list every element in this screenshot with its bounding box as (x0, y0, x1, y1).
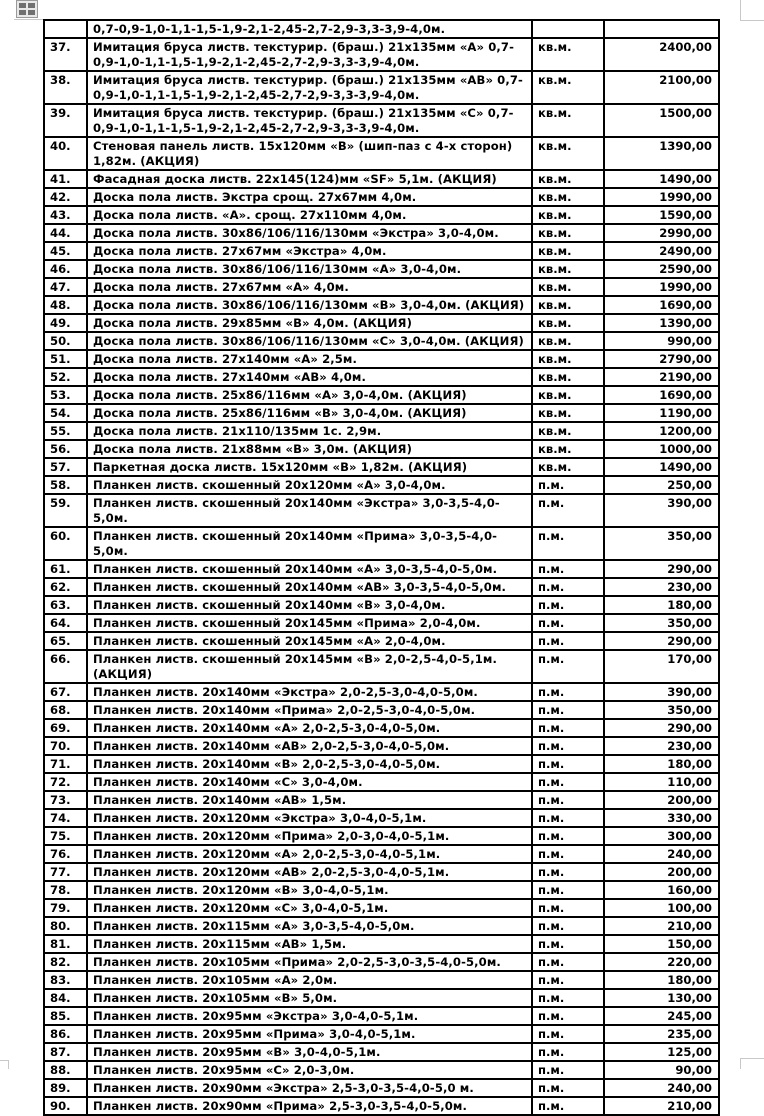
table-row (44, 260, 719, 278)
unit-of-measure: кв.м. (532, 206, 604, 224)
price-value: 130,00 (604, 989, 719, 1007)
product-name: Планкен листв. 20х120мм «А» 2,0-2,5-3,0-4,0-5,1м. (87, 845, 532, 863)
row-number: 67. (44, 683, 87, 701)
unit-of-measure: кв.м. (532, 104, 604, 137)
row-number: 55. (44, 422, 87, 440)
product-name: 0,7-0,9-1,0-1,1-1,5-1,9-2,1-2,45-2,7-2,9-3,3-3,9-4,0м. (87, 20, 532, 38)
product-name: Планкен листв. скошенный 20х140мм «В» 3,0-4,0м. (87, 596, 532, 614)
row-number: 80. (44, 917, 87, 935)
table-row (44, 458, 719, 476)
unit-of-measure: кв.м. (532, 404, 604, 422)
product-name: Планкен листв. 20х120мм «АВ» 2,0-2,5-3,0-4,0-5,1м. (87, 863, 532, 881)
product-name: Планкен листв. 20х115мм «А» 3,0-3,5-4,0-5,0м. (87, 917, 532, 935)
row-number: 72. (44, 773, 87, 791)
grid-cell (19, 3, 26, 8)
unit-of-measure: п.м. (532, 650, 604, 683)
row-number: 82. (44, 953, 87, 971)
product-name: Планкен листв. 20х140мм «А» 2,0-2,5-3,0-4,0-5,0м. (87, 719, 532, 737)
product-name: Планкен листв. скошенный 20х140мм «А» 3,0-3,5-4,0-5,0м. (87, 560, 532, 578)
row-number: 56. (44, 440, 87, 458)
product-name: Планкен листв. 20х95мм «С» 2,0-3,0м. (87, 1061, 532, 1079)
product-name: Планкен листв. 20х120мм «Прима» 2,0-3,0-4,0-5,1м. (87, 827, 532, 845)
price-value: 290,00 (604, 632, 719, 650)
price-value: 1990,00 (604, 278, 719, 296)
product-name: Планкен листв. 20х120мм «С» 3,0-4,0-5,1м. (87, 899, 532, 917)
unit-of-measure: п.м. (532, 596, 604, 614)
table-row (44, 206, 719, 224)
price-value: 235,00 (604, 1025, 719, 1043)
product-name: Планкен листв. 20х95мм «В» 3,0-4,0-5,1м. (87, 1043, 532, 1061)
table-row (44, 827, 719, 845)
table-row (44, 1007, 719, 1025)
table-row (44, 170, 719, 188)
price-value: 1690,00 (604, 296, 719, 314)
table-row (44, 224, 719, 242)
row-number: 90. (44, 1097, 87, 1115)
unit-of-measure: кв.м. (532, 386, 604, 404)
page-corner-marker (0, 1060, 9, 1069)
row-number: 54. (44, 404, 87, 422)
table-row (44, 683, 719, 701)
product-name: Доска пола листв. 30х86/106/116/130мм «С» 3,0-4,0м. (АКЦИЯ) (87, 332, 532, 350)
table-row (44, 650, 719, 683)
price-value: 1690,00 (604, 386, 719, 404)
unit-of-measure: п.м. (532, 881, 604, 899)
table-row (44, 440, 719, 458)
row-number: 52. (44, 368, 87, 386)
product-name: Планкен листв. 20х105мм «В» 5,0м. (87, 989, 532, 1007)
product-name: Планкен листв. 20х140мм «С» 3,0-4,0м. (87, 773, 532, 791)
table-row (44, 296, 719, 314)
row-number: 88. (44, 1061, 87, 1079)
price-value: 180,00 (604, 596, 719, 614)
row-number: 66. (44, 650, 87, 683)
product-name: Планкен листв. 20х140мм «Прима» 2,0-2,5-3,0-4,0-5,0м. (87, 701, 532, 719)
price-value: 1000,00 (604, 440, 719, 458)
row-number: 45. (44, 242, 87, 260)
product-name: Доска пола листв. 21х88мм «В» 3,0м. (АКЦИЯ) (87, 440, 532, 458)
table-row (44, 38, 719, 71)
row-number: 83. (44, 971, 87, 989)
divider (14, 19, 44, 20)
unit-of-measure: п.м. (532, 1007, 604, 1025)
product-name: Планкен листв. 20х95мм «Экстра» 3,0-4,0-5,1м. (87, 1007, 532, 1025)
row-number: 81. (44, 935, 87, 953)
price-value: 2990,00 (604, 224, 719, 242)
price-value: 290,00 (604, 719, 719, 737)
product-name: Планкен листв. 20х105мм «А» 2,0м. (87, 971, 532, 989)
price-value: 245,00 (604, 1007, 719, 1025)
unit-of-measure: кв.м. (532, 170, 604, 188)
price-value: 240,00 (604, 845, 719, 863)
price-value: 170,00 (604, 650, 719, 683)
table-row (44, 881, 719, 899)
row-number: 48. (44, 296, 87, 314)
unit-of-measure: п.м. (532, 1079, 604, 1097)
price-value: 1200,00 (604, 422, 719, 440)
table-row (44, 1097, 719, 1115)
table-row (44, 476, 719, 494)
row-number: 57. (44, 458, 87, 476)
price-value: 1500,00 (604, 104, 719, 137)
table-row (44, 632, 719, 650)
product-name: Планкен листв. 20х120мм «В» 3,0-4,0-5,1м. (87, 881, 532, 899)
product-name: Планкен листв. 20х90мм «Экстра» 2,5-3,0-3,5-4,0-5,0 м. (87, 1079, 532, 1097)
price-table-body (44, 20, 719, 1115)
product-name: Паркетная доска листв. 15х120мм «В» 1,82м. (АКЦИЯ) (87, 458, 532, 476)
price-value: 350,00 (604, 527, 719, 560)
table-row (44, 560, 719, 578)
price-value: 350,00 (604, 701, 719, 719)
unit-of-measure: п.м. (532, 683, 604, 701)
price-value: 1390,00 (604, 314, 719, 332)
row-number: 58. (44, 476, 87, 494)
unit-of-measure: кв.м. (532, 260, 604, 278)
price-value: 90,00 (604, 1061, 719, 1079)
product-name: Доска пола листв. 25х86/116мм «В» 3,0-4,0м. (АКЦИЯ) (87, 404, 532, 422)
product-name: Планкен листв. 20х105мм «Прима» 2,0-2,5-3,0-3,5-4,0-5,0м. (87, 953, 532, 971)
table-row (44, 404, 719, 422)
product-name: Доска пола листв. 27х140мм «А» 2,5м. (87, 350, 532, 368)
row-number: 38. (44, 71, 87, 104)
table-row (44, 494, 719, 527)
unit-of-measure: кв.м. (532, 188, 604, 206)
table-row (44, 314, 719, 332)
unit-of-measure: кв.м. (532, 350, 604, 368)
price-value: 390,00 (604, 494, 719, 527)
product-name: Доска пола листв. 25х86/116мм «А» 3,0-4,0м. (АКЦИЯ) (87, 386, 532, 404)
row-number: 60. (44, 527, 87, 560)
grid-cell (19, 10, 26, 15)
row-number: 77. (44, 863, 87, 881)
row-number: 47. (44, 278, 87, 296)
product-name: Доска пола листв. 27х140мм «АВ» 4,0м. (87, 368, 532, 386)
table-row (44, 1043, 719, 1061)
table-row (44, 971, 719, 989)
row-number: 50. (44, 332, 87, 350)
row-number: 37. (44, 38, 87, 71)
price-value: 210,00 (604, 1097, 719, 1115)
unit-of-measure: п.м. (532, 614, 604, 632)
row-number: 89. (44, 1079, 87, 1097)
row-number: 65. (44, 632, 87, 650)
product-name: Планкен листв. 20х90мм «Прима» 2,5-3,0-3,5-4,0-5,0м. (87, 1097, 532, 1115)
row-number: 51. (44, 350, 87, 368)
unit-of-measure: п.м. (532, 476, 604, 494)
unit-of-measure: кв.м. (532, 332, 604, 350)
product-name: Имитация бруса листв. текстурир. (браш.) 21х135мм «С» 0,7-0,9-1,0-1,1-1,5-1,9-2,1-2,45-2,7-2,9-3,3-3,9-4,0м. (87, 104, 532, 137)
table-row (44, 845, 719, 863)
row-number: 59. (44, 494, 87, 527)
product-name: Фасадная доска листв. 22х145(124)мм «SF» 5,1м. (АКЦИЯ) (87, 170, 532, 188)
unit-of-measure: п.м. (532, 737, 604, 755)
table-row (44, 332, 719, 350)
row-number: 39. (44, 104, 87, 137)
product-name: Планкен листв. 20х120мм «Экстра» 3,0-4,0-5,1м. (87, 809, 532, 827)
product-name: Планкен листв. скошенный 20х145мм «Прима» 2,0-4,0м. (87, 614, 532, 632)
table-row (44, 737, 719, 755)
price-value: 330,00 (604, 809, 719, 827)
table-row (44, 1025, 719, 1043)
table-row (44, 368, 719, 386)
row-number: 71. (44, 755, 87, 773)
table-row (44, 917, 719, 935)
unit-of-measure: кв.м. (532, 224, 604, 242)
row-number: 49. (44, 314, 87, 332)
row-number: 87. (44, 1043, 87, 1061)
product-name: Доска пола листв. 29х85мм «В» 4,0м. (АКЦИЯ) (87, 314, 532, 332)
product-name: Планкен листв. 20х140мм «Экстра» 2,0-2,5-3,0-4,0-5,0м. (87, 683, 532, 701)
product-name: Планкен листв. скошенный 20х145мм «А» 2,0-4,0м. (87, 632, 532, 650)
row-number: 69. (44, 719, 87, 737)
row-number: 53. (44, 386, 87, 404)
unit-of-measure: п.м. (532, 632, 604, 650)
page-corner-marker (740, 1058, 764, 1069)
row-number: 68. (44, 701, 87, 719)
price-value: 350,00 (604, 614, 719, 632)
page-corner-marker (740, 0, 764, 21)
table-row (44, 104, 719, 137)
table-row (44, 614, 719, 632)
table-row (44, 188, 719, 206)
unit-of-measure: кв.м. (532, 368, 604, 386)
table-row (44, 350, 719, 368)
product-name: Планкен листв. 20х140мм «АВ» 2,0-2,5-3,0-4,0-5,0м. (87, 737, 532, 755)
price-value: 110,00 (604, 773, 719, 791)
price-value: 150,00 (604, 935, 719, 953)
row-number: 42. (44, 188, 87, 206)
row-number: 86. (44, 1025, 87, 1043)
price-value: 2190,00 (604, 368, 719, 386)
row-number: 84. (44, 989, 87, 1007)
unit-of-measure: кв.м. (532, 278, 604, 296)
unit-of-measure (532, 20, 604, 38)
table-row (44, 701, 719, 719)
table-row (44, 953, 719, 971)
table-row (44, 137, 719, 170)
price-value: 100,00 (604, 899, 719, 917)
unit-of-measure: п.м. (532, 989, 604, 1007)
price-value: 2490,00 (604, 242, 719, 260)
price-value: 200,00 (604, 863, 719, 881)
table-row (44, 899, 719, 917)
table-row (44, 809, 719, 827)
price-value: 180,00 (604, 755, 719, 773)
price-value (604, 20, 719, 38)
table-row (44, 791, 719, 809)
unit-of-measure: п.м. (532, 560, 604, 578)
product-name: Планкен листв. 20х115мм «АВ» 1,5м. (87, 935, 532, 953)
unit-of-measure: п.м. (532, 827, 604, 845)
unit-of-measure: п.м. (532, 899, 604, 917)
table-row (44, 278, 719, 296)
table-row (44, 386, 719, 404)
product-name: Доска пола листв. «А». срощ. 27х110мм 4,0м. (87, 206, 532, 224)
price-table (43, 19, 720, 1116)
product-name: Имитация бруса листв. текстурир. (браш.) 21х135мм «АВ» 0,7-0,9-1,0-1,1-1,5-1,9-2,1-2,45-2,7-2,9-3,3-3,9-4,0м. (87, 71, 532, 104)
row-number: 70. (44, 737, 87, 755)
product-name: Планкен листв. 20х140мм «АВ» 1,5м. (87, 791, 532, 809)
price-value: 1590,00 (604, 206, 719, 224)
unit-of-measure: кв.м. (532, 296, 604, 314)
table-row (44, 773, 719, 791)
table-row (44, 20, 719, 38)
price-value: 230,00 (604, 578, 719, 596)
unit-of-measure: п.м. (532, 809, 604, 827)
table-row (44, 71, 719, 104)
row-number: 43. (44, 206, 87, 224)
product-name: Планкен листв. 20х95мм «Прима» 3,0-4,0-5,1м. (87, 1025, 532, 1043)
unit-of-measure: п.м. (532, 1097, 604, 1115)
unit-of-measure: п.м. (532, 1043, 604, 1061)
row-number: 78. (44, 881, 87, 899)
unit-of-measure: п.м. (532, 1025, 604, 1043)
row-number: 64. (44, 614, 87, 632)
row-number: 63. (44, 596, 87, 614)
table-row (44, 989, 719, 1007)
unit-of-measure: п.м. (532, 755, 604, 773)
unit-of-measure: п.м. (532, 494, 604, 527)
table-row (44, 242, 719, 260)
row-number: 79. (44, 899, 87, 917)
price-value: 2100,00 (604, 71, 719, 104)
product-name: Доска пола листв. 30х86/106/116/130мм «А» 3,0-4,0м. (87, 260, 532, 278)
price-value: 1490,00 (604, 458, 719, 476)
price-value: 160,00 (604, 881, 719, 899)
unit-of-measure: п.м. (532, 701, 604, 719)
price-value: 220,00 (604, 953, 719, 971)
table-grid-icon[interactable] (16, 0, 38, 18)
unit-of-measure: кв.м. (532, 71, 604, 104)
unit-of-measure: п.м. (532, 971, 604, 989)
row-number (44, 20, 87, 38)
row-number: 74. (44, 809, 87, 827)
product-name: Доска пола листв. 27х67мм «Экстра» 4,0м. (87, 242, 532, 260)
row-number: 73. (44, 791, 87, 809)
table-row (44, 1061, 719, 1079)
price-value: 210,00 (604, 917, 719, 935)
price-value: 180,00 (604, 971, 719, 989)
unit-of-measure: п.м. (532, 863, 604, 881)
price-value: 230,00 (604, 737, 719, 755)
table-row (44, 527, 719, 560)
price-value: 200,00 (604, 791, 719, 809)
table-row (44, 596, 719, 614)
unit-of-measure: кв.м. (532, 314, 604, 332)
unit-of-measure: п.м. (532, 773, 604, 791)
price-value: 300,00 (604, 827, 719, 845)
product-name: Планкен листв. скошенный 20х145мм «В» 2,0-2,5-4,0-5,1м. (АКЦИЯ) (87, 650, 532, 683)
product-name: Планкен листв. 20х140мм «В» 2,0-2,5-3,0-4,0-5,0м. (87, 755, 532, 773)
unit-of-measure: п.м. (532, 719, 604, 737)
price-value: 290,00 (604, 560, 719, 578)
price-value: 1190,00 (604, 404, 719, 422)
table-row (44, 719, 719, 737)
product-name: Имитация бруса листв. текстурир. (браш.) 21х135мм «А» 0,7-0,9-1,0-1,1-1,5-1,9-2,1-2,45-2,7-2,9-3,3-3,9-4,0м. (87, 38, 532, 71)
product-name: Доска пола листв. 21х110/135мм 1с. 2,9м. (87, 422, 532, 440)
unit-of-measure: кв.м. (532, 440, 604, 458)
unit-of-measure: кв.м. (532, 422, 604, 440)
table-row (44, 863, 719, 881)
row-number: 62. (44, 578, 87, 596)
row-number: 40. (44, 137, 87, 170)
price-value: 240,00 (604, 1079, 719, 1097)
table-row (44, 1079, 719, 1097)
row-number: 41. (44, 170, 87, 188)
unit-of-measure: кв.м. (532, 242, 604, 260)
price-value: 2790,00 (604, 350, 719, 368)
table-row (44, 755, 719, 773)
row-number: 61. (44, 560, 87, 578)
unit-of-measure: п.м. (532, 791, 604, 809)
product-name: Планкен листв. скошенный 20х140мм «Экстра» 3,0-3,5-4,0-5,0м. (87, 494, 532, 527)
product-name: Доска пола листв. Экстра срощ. 27х67мм 4,0м. (87, 188, 532, 206)
product-name: Доска пола листв. 30х86/106/116/130мм «В» 3,0-4,0м. (АКЦИЯ) (87, 296, 532, 314)
price-value: 390,00 (604, 683, 719, 701)
grid-cell (28, 10, 35, 15)
row-number: 46. (44, 260, 87, 278)
product-name: Планкен листв. скошенный 20х140мм «Прима» 3,0-3,5-4,0-5,0м. (87, 527, 532, 560)
product-name: Доска пола листв. 30х86/106/116/130мм «Экстра» 3,0-4,0м. (87, 224, 532, 242)
unit-of-measure: п.м. (532, 917, 604, 935)
price-value: 2590,00 (604, 260, 719, 278)
unit-of-measure: п.м. (532, 1061, 604, 1079)
price-value: 2400,00 (604, 38, 719, 71)
table-row (44, 935, 719, 953)
unit-of-measure: п.м. (532, 845, 604, 863)
row-number: 44. (44, 224, 87, 242)
unit-of-measure: кв.м. (532, 458, 604, 476)
unit-of-measure: п.м. (532, 578, 604, 596)
product-name: Планкен листв. скошенный 20х120мм «А» 3,0-4,0м. (87, 476, 532, 494)
row-number: 75. (44, 827, 87, 845)
price-value: 1390,00 (604, 137, 719, 170)
unit-of-measure: кв.м. (532, 38, 604, 71)
table-row (44, 578, 719, 596)
product-name: Планкен листв. скошенный 20х140мм «АВ» 3,0-3,5-4,0-5,0м. (87, 578, 532, 596)
price-value: 250,00 (604, 476, 719, 494)
price-value: 125,00 (604, 1043, 719, 1061)
price-value: 990,00 (604, 332, 719, 350)
product-name: Стеновая панель листв. 15х120мм «В» (шип-паз с 4-х сторон) 1,82м. (АКЦИЯ) (87, 137, 532, 170)
unit-of-measure: п.м. (532, 527, 604, 560)
unit-of-measure: п.м. (532, 935, 604, 953)
product-name: Доска пола листв. 27х67мм «А» 4,0м. (87, 278, 532, 296)
unit-of-measure: кв.м. (532, 137, 604, 170)
row-number: 76. (44, 845, 87, 863)
row-number: 85. (44, 1007, 87, 1025)
grid-cell (28, 3, 35, 8)
unit-of-measure: п.м. (532, 953, 604, 971)
table-row (44, 422, 719, 440)
price-value: 1490,00 (604, 170, 719, 188)
price-value: 1990,00 (604, 188, 719, 206)
